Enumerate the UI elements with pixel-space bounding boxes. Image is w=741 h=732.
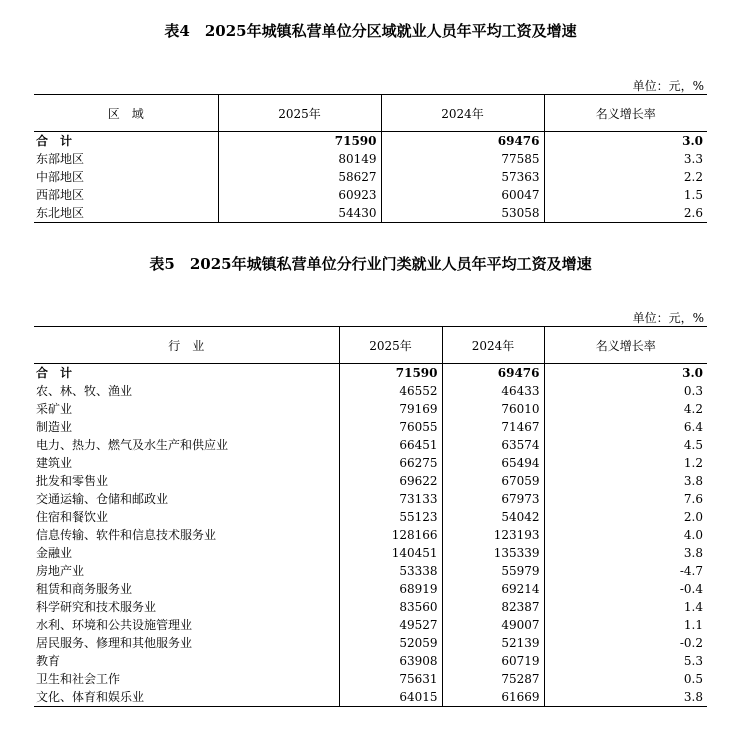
row-value: 60047: [381, 186, 544, 204]
table5-row: [34, 670, 707, 688]
table5-title: 表5 2025年城镇私营单位分行业门类就业人员年平均工资及增速: [149, 255, 592, 273]
row-label: 东北地区: [34, 204, 218, 223]
row-label: 建筑业: [36, 456, 73, 470]
row-value: 3.0: [544, 132, 707, 151]
table5-row: [34, 562, 707, 580]
table4-unit: 单位：元，%: [632, 79, 704, 93]
table5-row: [34, 418, 707, 436]
row-value: 4.0: [544, 526, 707, 544]
row-label: 居民服务、修理和其他服务业: [36, 636, 193, 650]
table5-row: [34, 490, 707, 508]
row-value: 3.8: [544, 544, 707, 562]
table5-row: [34, 598, 707, 616]
row-value: 69622: [339, 472, 442, 490]
row-value: 1.2: [544, 454, 707, 472]
table4-region-wages: [34, 94, 707, 223]
table5-row: [34, 580, 707, 598]
row-value: 2.6: [544, 204, 707, 223]
row-value: 1.5: [544, 186, 707, 204]
row-value: 6.4: [544, 418, 707, 436]
table5-row: [34, 616, 707, 634]
table4-row: [34, 186, 707, 204]
row-value: -0.2: [544, 634, 707, 652]
row-value: 54042: [442, 508, 544, 526]
row-value: 5.3: [544, 652, 707, 670]
row-label: 西部地区: [36, 188, 85, 202]
row-value: 69476: [381, 132, 544, 151]
row-label: 采矿业: [36, 402, 73, 416]
row-label: 中部地区: [36, 170, 85, 184]
table5-header-cell: 行 业: [34, 327, 339, 364]
table4-total-row: [34, 132, 707, 151]
row-value: 4.2: [544, 400, 707, 418]
row-value: 52139: [442, 634, 544, 652]
row-value: 80149: [218, 150, 381, 168]
row-value: 0.3: [544, 382, 707, 400]
table4-header-cell: 2024年: [381, 95, 544, 132]
row-value: 65494: [442, 454, 544, 472]
row-value: -4.7: [544, 562, 707, 580]
row-label: 卫生和社会工作: [36, 672, 121, 686]
table4-header-cell: 区 域: [34, 95, 218, 132]
row-value: 60923: [218, 186, 381, 204]
table4-header-cell: 2025年: [218, 95, 381, 132]
row-label: 合 计: [36, 134, 73, 148]
table4-header-row: [34, 95, 707, 132]
row-value: 53338: [339, 562, 442, 580]
row-value: 2.0: [544, 508, 707, 526]
row-value: 67059: [442, 472, 544, 490]
table5-row: [34, 526, 707, 544]
row-value: 55123: [339, 508, 442, 526]
row-value: 3.3: [544, 150, 707, 168]
row-label: 金融业: [36, 546, 73, 560]
table5-row: [34, 634, 707, 652]
row-value: 66275: [339, 454, 442, 472]
row-label: 合 计: [36, 366, 73, 380]
row-value: 69214: [442, 580, 544, 598]
row-value: 46433: [442, 382, 544, 400]
table4-row: [34, 204, 707, 223]
row-value: 128166: [339, 526, 442, 544]
row-label: 文化、体育和娱乐业: [34, 688, 339, 707]
table5-row: [34, 508, 707, 526]
row-value: 63574: [442, 436, 544, 454]
row-value: 46552: [339, 382, 442, 400]
table5-header-cell: 2024年: [442, 327, 544, 364]
row-value: 55979: [442, 562, 544, 580]
row-label: 住宿和餐饮业: [36, 510, 109, 524]
row-value: 82387: [442, 598, 544, 616]
row-value: 1.4: [544, 598, 707, 616]
row-value: -0.4: [544, 580, 707, 598]
row-label: 东部地区: [36, 152, 85, 166]
row-label: 房地产业: [36, 564, 85, 578]
row-value: 60719: [442, 652, 544, 670]
row-label: 批发和零售业: [36, 474, 109, 488]
row-value: 73133: [339, 490, 442, 508]
row-label: 科学研究和技术服务业: [36, 600, 157, 614]
row-value: 76055: [339, 418, 442, 436]
table4-title: 表4 2025年城镇私营单位分区域就业人员年平均工资及增速: [164, 22, 577, 40]
table5-unit: 单位：元，%: [632, 311, 704, 325]
row-label: 交通运输、仓储和邮政业: [36, 492, 169, 506]
table5-row: [34, 652, 707, 670]
row-value: 71467: [442, 418, 544, 436]
row-value: 77585: [381, 150, 544, 168]
table5-row: [34, 454, 707, 472]
row-value: 3.8: [544, 472, 707, 490]
row-value: 57363: [381, 168, 544, 186]
row-value: 3.8: [544, 688, 707, 707]
row-value: 49527: [339, 616, 442, 634]
row-value: 140451: [339, 544, 442, 562]
row-value: 123193: [442, 526, 544, 544]
row-value: 49007: [442, 616, 544, 634]
row-value: 75631: [339, 670, 442, 688]
table5-row: [34, 400, 707, 418]
table4-row: [34, 150, 707, 168]
table5-row: [34, 688, 707, 707]
row-label: 信息传输、软件和信息技术服务业: [36, 528, 217, 542]
row-value: 64015: [339, 688, 442, 707]
table5-header-cell: 2025年: [339, 327, 442, 364]
row-value: 75287: [442, 670, 544, 688]
table5-row: [34, 436, 707, 454]
row-value: 67973: [442, 490, 544, 508]
row-value: 83560: [339, 598, 442, 616]
table4-row: [34, 168, 707, 186]
row-label: 制造业: [36, 420, 73, 434]
row-label: 教育: [36, 654, 61, 668]
table5-row: [34, 544, 707, 562]
row-value: 61669: [442, 688, 544, 707]
row-value: 135339: [442, 544, 544, 562]
row-value: 69476: [442, 364, 544, 383]
table5-total-row: [34, 364, 707, 383]
row-value: 4.5: [544, 436, 707, 454]
row-value: 71590: [218, 132, 381, 151]
row-value: 54430: [218, 204, 381, 223]
row-value: 52059: [339, 634, 442, 652]
table5-row: [34, 382, 707, 400]
row-value: 68919: [339, 580, 442, 598]
row-value: 76010: [442, 400, 544, 418]
table5-row: [34, 472, 707, 490]
row-value: 7.6: [544, 490, 707, 508]
row-value: 0.5: [544, 670, 707, 688]
row-value: 66451: [339, 436, 442, 454]
row-value: 58627: [218, 168, 381, 186]
table5-header-row: [34, 327, 707, 364]
row-label: 租赁和商务服务业: [36, 582, 133, 596]
row-value: 2.2: [544, 168, 707, 186]
row-label: 水利、环境和公共设施管理业: [36, 618, 193, 632]
row-label: 农、林、牧、渔业: [36, 384, 133, 398]
table4-header-cell: 名义增长率: [544, 95, 707, 132]
row-value: 71590: [339, 364, 442, 383]
row-value: 53058: [381, 204, 544, 223]
table5-header-cell: 名义增长率: [544, 327, 707, 364]
row-label: 电力、热力、燃气及水生产和供应业: [36, 438, 229, 452]
row-value: 3.0: [544, 364, 707, 383]
row-value: 1.1: [544, 616, 707, 634]
table5-industry-wages: [34, 326, 707, 707]
row-value: 63908: [339, 652, 442, 670]
row-value: 79169: [339, 400, 442, 418]
